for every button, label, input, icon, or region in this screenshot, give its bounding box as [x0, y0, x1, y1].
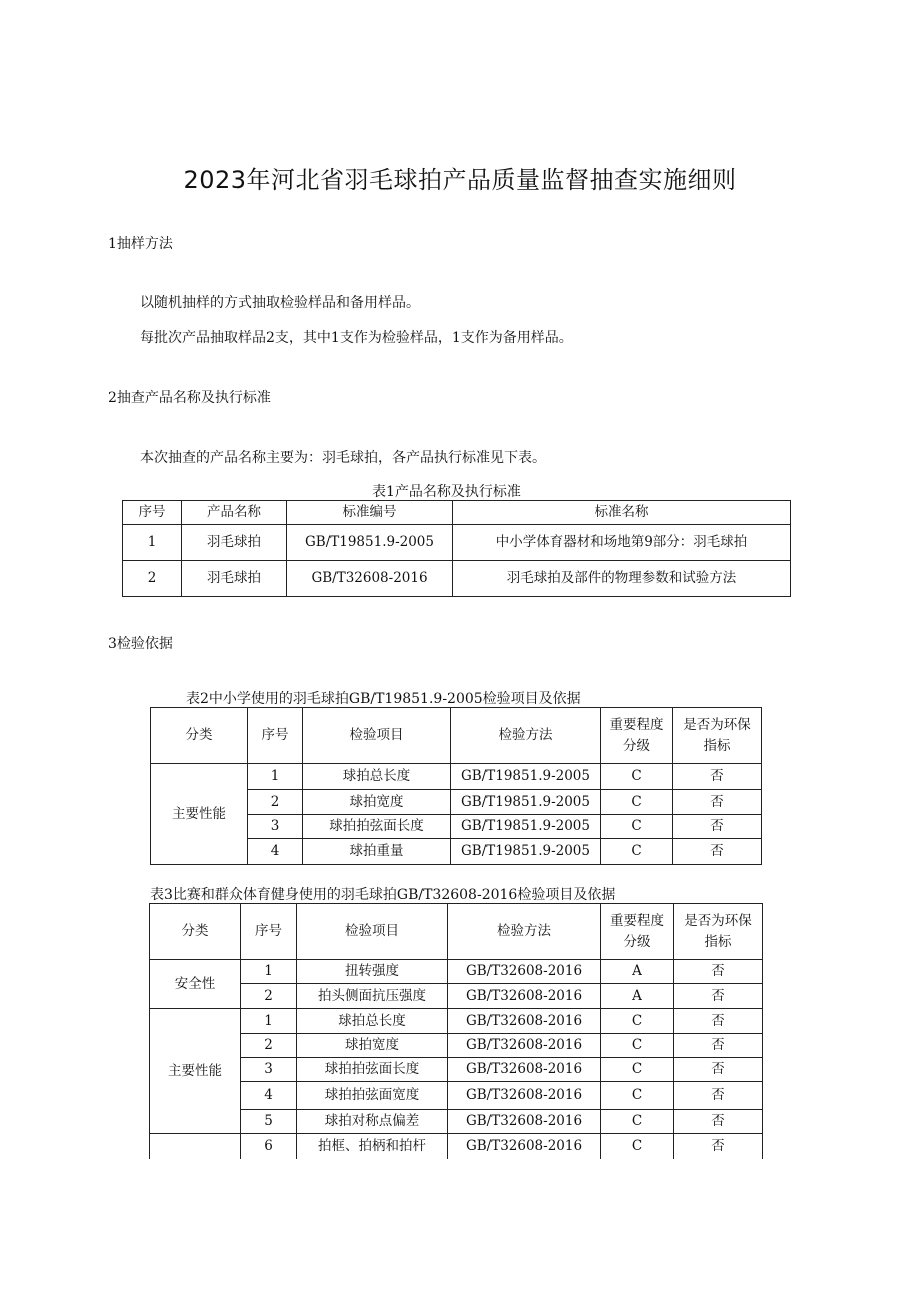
table-cell: 球拍拍弦面宽度: [297, 1082, 448, 1110]
table-cell: 否: [674, 984, 763, 1009]
table-row: [123, 561, 791, 597]
table-2-header-cell: 是否为环保指标: [673, 708, 762, 764]
table-cell: GB/T19851.9-2005: [451, 839, 601, 865]
table-cell: 1: [123, 525, 182, 561]
table-cell: C: [601, 839, 673, 865]
table-cell: 3: [241, 1058, 297, 1082]
table-cell: 球拍拍弦面长度: [297, 1058, 448, 1082]
table-cell: C: [601, 764, 673, 790]
table-cell: 拍框、拍柄和拍杆: [297, 1134, 448, 1159]
table-3-header-cell: 是否为环保指标: [674, 904, 763, 960]
table-cell: 否: [674, 1110, 763, 1134]
table-cell: GB/T32608-2016: [448, 1082, 601, 1110]
table-2-header-cell: 检验项目: [303, 708, 451, 764]
table-cell: GB/T32608-2016: [448, 1134, 601, 1159]
table-cell: A: [601, 984, 674, 1009]
table-cell: C: [601, 1009, 674, 1034]
table-cell: C: [601, 1034, 674, 1058]
table-cell: C: [601, 1058, 674, 1082]
table-cell: 1: [248, 764, 303, 790]
table-3-header-cell: 检验方法: [448, 904, 601, 960]
table-cell: 4: [248, 839, 303, 865]
table-2-header-cell: 检验方法: [451, 708, 601, 764]
table-1-header-cell: 标准名称: [453, 501, 791, 525]
table-3-header-cell: 分类: [150, 904, 241, 960]
table-cell: GB/T32608-2016: [448, 960, 601, 984]
table-cell: 6: [241, 1134, 297, 1159]
table-cell: 1: [241, 960, 297, 984]
table-1-header-cell: 序号: [123, 501, 182, 525]
table-cell: 1: [241, 1009, 297, 1034]
table-cell: 否: [674, 1082, 763, 1110]
category-cell: 主要性能: [150, 1009, 241, 1134]
table-cell: 拍头侧面抗压强度: [297, 984, 448, 1009]
table-row: [150, 1082, 763, 1110]
table-cell: 球拍总长度: [297, 1009, 448, 1034]
table-cell: 羽毛球拍: [182, 525, 287, 561]
table-cell: GB/T32608-2016: [448, 984, 601, 1009]
section-3-heading: 3检验依据: [108, 636, 173, 652]
table-cell: GB/T19851.9-2005: [451, 764, 601, 790]
table-cell: 否: [674, 1058, 763, 1082]
table-1-caption: 表1产品名称及执行标准: [372, 484, 521, 500]
table-cell: 中小学体育器材和场地第9部分：羽毛球拍: [453, 525, 791, 561]
table-3-header-row: [150, 904, 763, 960]
table-cell: GB/T19851.9-2005: [451, 815, 601, 839]
table-cell: A: [601, 960, 674, 984]
table-cell: 否: [674, 1009, 763, 1034]
table-cell: C: [601, 1110, 674, 1134]
table-cell: 球拍宽度: [303, 790, 451, 815]
table-cell: C: [601, 815, 673, 839]
table-2-header-row: [151, 708, 762, 764]
section-2-heading: 2抽查产品名称及执行标准: [108, 390, 271, 406]
table-3-header-cell: 序号: [241, 904, 297, 960]
table-cell: 否: [674, 1034, 763, 1058]
table-row: [150, 1034, 763, 1058]
table-cell: 羽毛球拍: [182, 561, 287, 597]
category-cell-empty: [150, 1134, 241, 1159]
table-row: [150, 1009, 763, 1034]
table-cell: GB/T32608-2016: [287, 561, 453, 597]
table-cell: 否: [673, 839, 762, 865]
table-2: [150, 707, 762, 865]
table-cell: 否: [673, 815, 762, 839]
table-cell: GB/T32608-2016: [448, 1110, 601, 1134]
table-2-header-cell: 分类: [151, 708, 248, 764]
table-3-header-cell: 检验项目: [297, 904, 448, 960]
table-cell: C: [601, 790, 673, 815]
table-2-header-cell: 重要程度分级: [601, 708, 673, 764]
table-cell: 球拍宽度: [297, 1034, 448, 1058]
table-1-header-cell: 产品名称: [182, 501, 287, 525]
table-1: [122, 500, 791, 597]
category-cell: 安全性: [150, 960, 241, 1009]
table-cell: 否: [673, 764, 762, 790]
table-cell: 4: [241, 1082, 297, 1110]
table-cell: 否: [674, 960, 763, 984]
table-3: [149, 903, 763, 1159]
table-cell: 2: [241, 1034, 297, 1058]
table-2-header-cell: 序号: [248, 708, 303, 764]
section-1-paragraph-2: 每批次产品抽取样品2支，其中1支作为检验样品，1支作为备用样品。: [140, 330, 573, 346]
table-cell: 2: [248, 790, 303, 815]
table-cell: GB/T19851.9-2005: [451, 790, 601, 815]
table-1-header-cell: 标准编号: [287, 501, 453, 525]
section-2-paragraph-1: 本次抽查的产品名称主要为：羽毛球拍，各产品执行标准见下表。: [140, 450, 546, 466]
table-cell: GB/T32608-2016: [448, 1034, 601, 1058]
table-2-caption: 表2中小学使用的羽毛球拍GB/T19851.9-2005检验项目及依据: [186, 691, 581, 707]
table-cell: C: [601, 1134, 674, 1159]
table-cell: 扭转强度: [297, 960, 448, 984]
table-cell: C: [601, 1082, 674, 1110]
section-1-paragraph-1: 以随机抽样的方式抽取检验样品和备用样品。: [140, 295, 420, 311]
table-3-caption: 表3比赛和群众体育健身使用的羽毛球拍GB/T32608-2016检验项目及依据: [150, 887, 616, 903]
page-title: 2023年河北省羽毛球拍产品质量监督抽查实施细则: [183, 166, 737, 194]
table-row: [150, 1058, 763, 1082]
table-row: [150, 1134, 763, 1159]
table-cell: 球拍对称点偏差: [297, 1110, 448, 1134]
category-cell: 主要性能: [151, 764, 248, 865]
table-row: [151, 764, 762, 790]
table-cell: 2: [123, 561, 182, 597]
table-cell: 球拍重量: [303, 839, 451, 865]
table-cell: 球拍拍弦面长度: [303, 815, 451, 839]
table-cell: 2: [241, 984, 297, 1009]
table-cell: 5: [241, 1110, 297, 1134]
table-row: [123, 525, 791, 561]
section-1-heading: 1抽样方法: [108, 236, 173, 252]
table-cell: 球拍总长度: [303, 764, 451, 790]
table-1-header-row: [123, 501, 791, 525]
table-row: [150, 960, 763, 984]
table-cell: 羽毛球拍及部件的物理参数和试验方法: [453, 561, 791, 597]
table-cell: GB/T32608-2016: [448, 1058, 601, 1082]
table-3-header-cell: 重要程度分级: [601, 904, 674, 960]
table-cell: 否: [673, 790, 762, 815]
table-cell: 3: [248, 815, 303, 839]
table-row: [150, 984, 763, 1009]
table-cell: GB/T32608-2016: [448, 1009, 601, 1034]
table-cell: GB/T19851.9-2005: [287, 525, 453, 561]
table-cell: 否: [674, 1134, 763, 1159]
table-row: [150, 1110, 763, 1134]
